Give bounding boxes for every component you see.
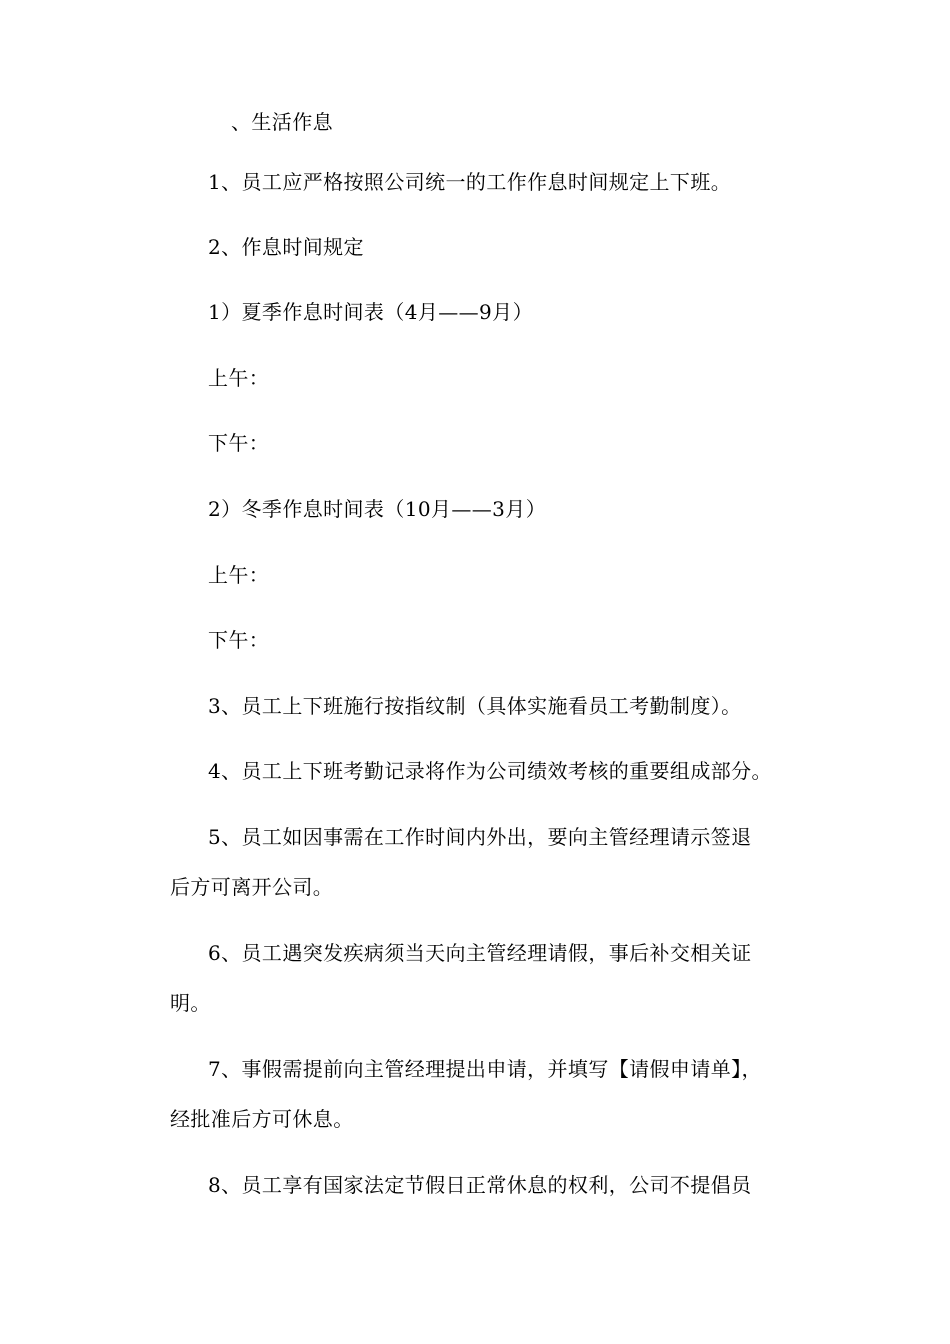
paragraph-line: 明。 [170,991,211,1015]
paragraph-line: 经批准后方可休息。 [170,1107,354,1131]
paragraph-line: 1）夏季作息时间表（4月——9月） [208,300,533,324]
paragraph-line: 6、员工遇突发疾病须当天向主管经理请假，事后补交相关证 [208,941,752,965]
paragraph-line: 7、事假需提前向主管经理提出申请，并填写【请假申请单】， [208,1057,762,1081]
paragraph-line: 3、员工上下班施行按指纹制（具体实施看员工考勤制度）。 [208,694,742,718]
paragraph-line: 下午： [208,431,270,455]
paragraph-line: 2、作息时间规定 [208,235,364,259]
paragraph-line: 8、员工享有国家法定节假日正常休息的权利，公司不提倡员 [208,1173,752,1197]
paragraph-line: 5、员工如因事需在工作时间内外出，要向主管经理请示签退 [208,825,752,849]
paragraph-line: 上午： [208,563,270,587]
paragraph-line: 上午： [208,366,270,390]
paragraph-line: 后方可离开公司。 [170,875,334,899]
paragraph-line: 4、员工上下班考勤记录将作为公司绩效考核的重要组成部分。 [208,759,772,783]
paragraph-line: 2）冬季作息时间表（10月——3月） [208,497,547,521]
paragraph-line: 下午： [208,628,270,652]
section-heading: 、生活作息 [231,110,333,134]
paragraph-line: 1、员工应严格按照公司统一的工作作息时间规定上下班。 [208,170,732,194]
